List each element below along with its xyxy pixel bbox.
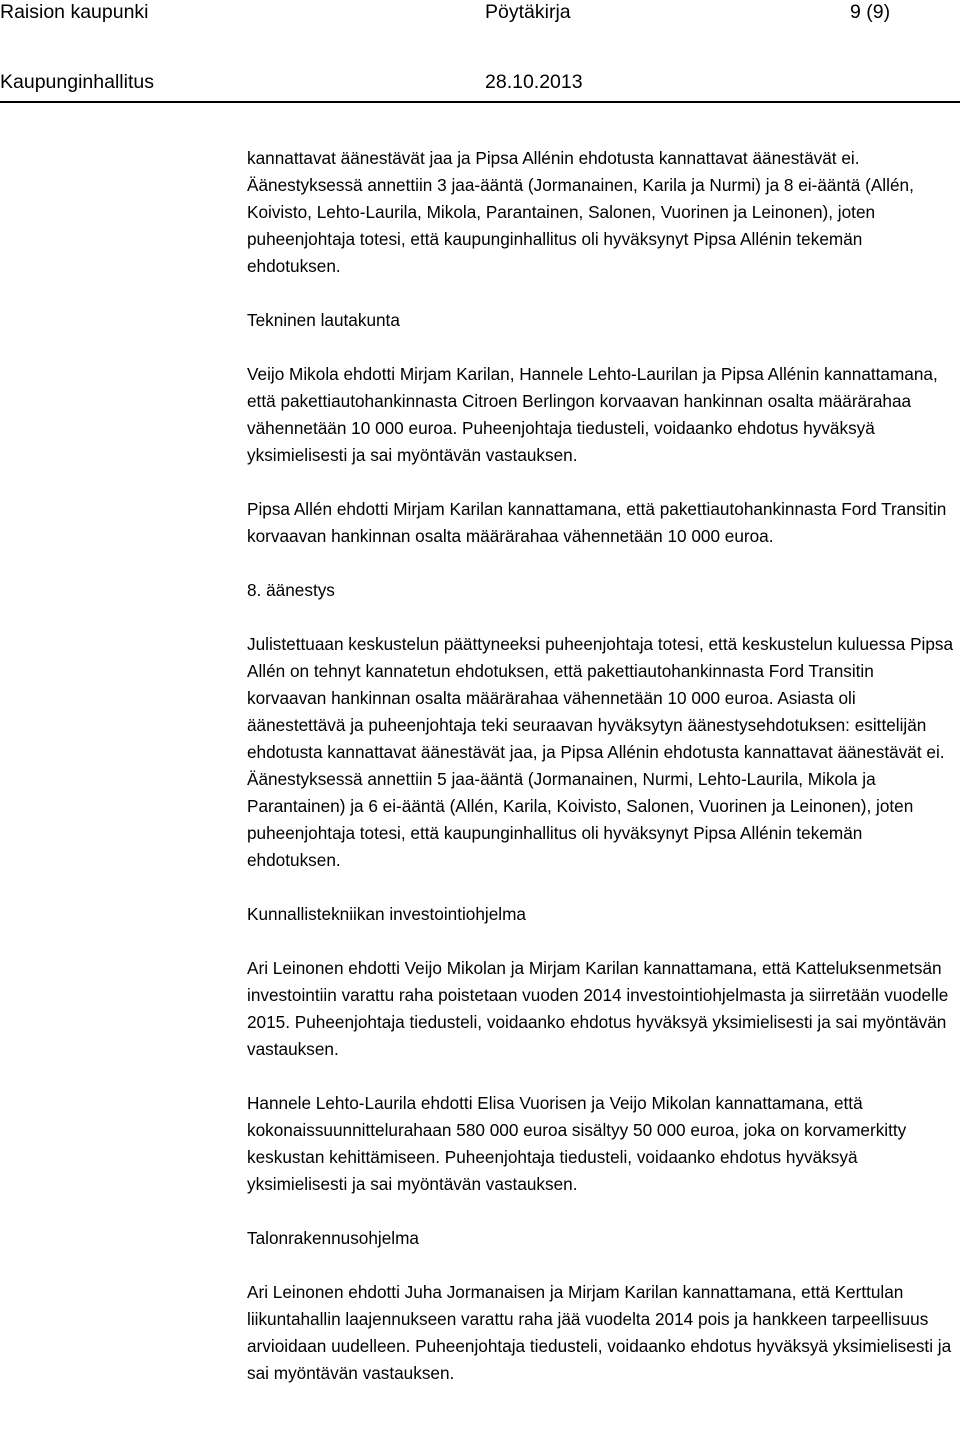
- document-type: Pöytäkirja: [485, 1, 571, 23]
- governing-body: Kaupunginhallitus: [0, 71, 154, 93]
- header-divider: [0, 101, 960, 103]
- page-number: 9 (9): [850, 1, 891, 23]
- section-heading-infrastructure-investment: Kunnallistekniikan investointiohjelma: [247, 904, 526, 924]
- paragraph-allen-proposal: Pipsa Allén ehdotti Mirjam Karilan kannattamana, että pakettiautohankinnasta Ford Transitin korvaavan hankinnan osalta määrärahaa vähennetään 10 000 euroa.: [247, 499, 947, 546]
- paragraph-leinonen-proposal-2: Ari Leinonen ehdotti Juha Jormanaisen ja Mirjam Karilan kannattamana, että Kerttulan liikuntahallin laajennukseen varattu raha jää vuodelta 2014 pois ja hankkeen tarpeellisuus arvioidaan uudelleen. Puheenjohtaja tiedusteli, voidaanko ehdotus hyväksyä yksimielisesti ja sai myöntävän vastauksen.: [247, 1282, 952, 1383]
- paragraph-mikola-proposal: Veijo Mikola ehdotti Mirjam Karilan, Hannele Lehto-Laurilan ja Pipsa Allénin kannattamana, että pakettiautohankinnasta Citroen Berlingon korvaavan hankinnan osalta määrärahaa vähennetään 10 000 euroa. Puheenjohtaja tiedusteli, voidaanko ehdotus hyväksyä yksimielisesti ja sai myöntävän vastauksen.: [247, 364, 938, 465]
- minutes-body: [247, 145, 955, 1387]
- paragraph-leinonen-proposal-1: Ari Leinonen ehdotti Veijo Mikolan ja Mirjam Karilan kannattamana, että Katteluksenmetsän investointiin varattu raha poistetaan vuoden 2014 investointiohjelmasta ja siirretään vuodelle 2015. Puheenjohtaja tiedusteli, voidaanko ehdotus hyväksyä yksimielisesti ja sai myöntävän vastauksen.: [247, 958, 949, 1059]
- organization-name: Raision kaupunki: [0, 1, 149, 23]
- section-heading-vote-8: 8. äänestys: [247, 580, 335, 600]
- paragraph-vote-8-result: Julistettuaan keskustelun päättyneeksi puheenjohtaja totesi, että keskustelun kuluessa Pipsa Allén on tehnyt kannatetun ehdotuksen, että pakettiautohankinnasta Ford Transitin korvaavan hankinnan osalta määrärahaa vähennetään 10 000 euroa. Asiasta oli äänestettävä ja puheenjohtaja teki seuraavan hyväksytyn äänestysehdotuksen: esittelijän ehdotusta kannattavat äänestävät jaa, ja Pipsa Allénin ehdotusta kannattavat äänestävät ei. Äänestyksessä annettiin 5 jaa-ääntä (Jormanainen, Nurmi, Lehto-Laurila, Mikola ja Parantainen) ja 6 ei-ääntä (Allén, Karila, Koivisto, Salonen, Vuorinen ja Leinonen), joten puheenjohtaja totesi, että kaupunginhallitus oli hyväksynyt Pipsa Allénin tekemän ehdotuksen.: [247, 634, 954, 870]
- section-heading-technical-board: Tekninen lautakunta: [247, 310, 400, 330]
- paragraph-lehto-laurila-proposal: Hannele Lehto-Laurila ehdotti Elisa Vuorisen ja Veijo Mikolan kannattamana, että kokonaissuunnittelurahaan 580 000 euroa sisältyy 50 000 euroa, joka on korvamerkitty keskustan kehittämiseen. Puheenjohtaja tiedusteli, voidaanko ehdotus hyväksyä yksimielisesti ja sai myöntävän vastauksen.: [247, 1093, 907, 1194]
- paragraph-vote-result-1: kannattavat äänestävät jaa ja Pipsa Allénin ehdotusta kannattavat äänestävät ei. Äänestyksessä annettiin 3 jaa-ääntä (Jormanainen, Karila ja Nurmi) ja 8 ei-ääntä (Allén, Koivisto, Lehto-Laurila, Mikola, Parantainen, Salonen, Vuorinen ja Leinonen), joten puheenjohtaja totesi, että kaupunginhallitus oli hyväksynyt Pipsa Allénin tekemän ehdotuksen.: [247, 148, 914, 276]
- meeting-date: 28.10.2013: [485, 71, 583, 93]
- section-heading-building-program: Talonrakennusohjelma: [247, 1228, 419, 1248]
